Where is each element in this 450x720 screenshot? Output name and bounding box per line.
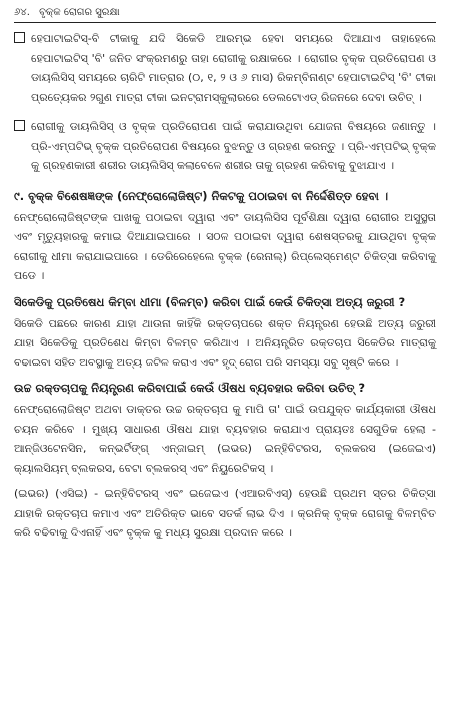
running-header [14, 6, 436, 23]
answer-paragraph: (ଇଭର) (ଏସିଇ) - ଇନ୍ହିବିଟରସ୍ ଏବଂ ଇଜେଇଏ (ଏଆରବିଏସ୍) ହେଉଛି ପ୍ରଥମ ସ୍ତର ଚିକିତ୍ସା ଯାହାକି ରକ୍ତଚାପ କମାଏ ଏବଂ ଅତିରିକ୍ତ ଭାବେ ସତର୍କ ଲାଭ ଦିଏ । କ୍ରନିକ୍ ବୃକ୍କ ରୋଗକୁ ବିଳମ୍ବିତ କରି ବଢିବାକୁ ଦିଏନାହିଁ ଏବଂ ବୃକ୍କ କୁ ମଧ୍ୟ ସୁରକ୍ଷା ପ୍ରଦାନ କରେ । [14, 487, 436, 539]
section-heading: ୯. ବୃକ୍କ ବିଶେଷଜ୍ଞଙ୍କ (ନେଫ୍ରୋଲୋଜିଷ୍ଟ) ନିକଟକୁ ପଠାଇବା ବା ନିର୍ଦ୍ଦେଶିତ୍ତ ହେବା । [14, 188, 389, 203]
bullet-text: ରୋଗୀକୁ ଡାୟଲିସିସ୍ ଓ ବୃକ୍କ ପ୍ରତିରୋପଣ ପାଇଁ କରାଯାଉଥିବା ଯୋଜନା ବିଷୟରେ ଜଣାନ୍ତୁ । ପ୍ରି-ଏମ୍ପଟିଭ୍ ବୃକ୍କ ପ୍ରତିରୋପଣ ବିଷୟରେ ବୁଝନ୍ତୁ ଓ ଗ୍ରହଣ କରନ୍ତୁ । ପ୍ରି-ଏମ୍ପଟିଭ୍ ବୃକ୍କ କୁ ଗ୍ରହଣକାରୀ ଶରୀର ଡାୟଲିସିସ୍ କଲାବେଳେ ଶରୀର ତାକୁ ଗ୍ରହଣ କରିବାକୁ ବୁଝାଯାଏ । [31, 120, 436, 172]
question-heading: ସିକେଡିକୁ ପ୍ରତିଷେଧ କିମ୍ବା ଧୀମା (ବିଳମ୍ବ) କରିବା ପାଇଁ କେଉଁ ଚିକିତ୍ସା ଅତ୍ୟ ଜରୁରୀ ? [14, 294, 406, 309]
bullet-item [14, 117, 436, 176]
bullet-text: ହେପାଟାଇଟିସ୍-ବି ଟୀକାକୁ ଯଦି ସିକେଡି ଆରମ୍ଭ ହେବା ସମୟରେ ଦିଆଯାଏ ତାହାହେଲେ ହେପାଟାଇଟିସ୍ 'ବି' ଜନିତ ସଂକ୍ରମଣରୁ ତାହା ରୋଗୀକୁ ରକ୍ଷାକରେ । ରୋଗୀର ବୃକ୍କ ପ୍ରତିରୋପଣ ଓ ଡାୟଲିସିସ୍ ସମୟରେ ଚାରିଟି ମାତ୍ରାର (୦, ୧, ୨ ଓ ୬ ମାସ) ରିକମ୍ବିନାଣ୍ଟ ହେପାଟାଇଟିସ୍ 'ବି' ଟୀକା ପ୍ରତ୍ୟେକର ୨ଗୁଣ ମାତ୍ରା ଟୀକା ଇନଟ୍ରାମସ୍କୁଲାରରେ ଡେଲଟୋଏଡ୍ ରିଜନରେ ଦେବା ଉଚିତ୍ । [31, 32, 436, 104]
running-title: ବୃକ୍କ ରୋଗର ସୁରକ୍ଷା [39, 7, 120, 18]
question-heading: ଉଚ୍ଚ ରକ୍ତଚାପକୁ ନିୟନ୍ତ୍ରଣ କରିବାପାଇଁ କେଉଁ ଔଷଧ ବ୍ୟବହାର କରିବା ଉଚିତ୍ ? [14, 381, 366, 395]
answer-paragraph: ସିକେଡି ପଛରେ କାରଣ ଯାହା ଥାଉନା କାହିଁକି ରକ୍ତଚାପରେ ଶକ୍ତ ନିୟନ୍ତ୍ରଣ ହେଉଛି ଅତ୍ୟ ଜରୁରୀ ଯାହା ସିକେଡିକୁ ପ୍ରତିଶେଧ କିମ୍ବା ବିଳମ୍ବ କରିଥାଏ । ଅନିୟନ୍ତ୍ରିତ ରକ୍ତଚାପ ସିକେଡିର ମାତ୍ରାକୁ ବଢାଇବା ସହିତ ଅବସ୍ଥାକୁ ଅତ୍ୟ ଜଟିଳ କରାଏ ଏବଂ ହୃଦ୍ ରୋଗ ପରି ସମସ୍ୟା ସବୁ ସୃଷ୍ଟି କରେ । [14, 316, 436, 369]
answer-paragraph: ନେଫ୍ରୋଲୋଜିଷ୍ଟ ଅଥବା ଡାକ୍ତର ଉଚ୍ଚ ରକ୍ତଚାପ କୁ ମାପି ତା' ପାଇଁ ଉପଯୁକ୍ତ କାର୍ଯ୍ୟକାରୀ ଔଷଧ ଚୟନ କରିବେ । ମୁଖ୍ୟ ସାଧାରଣ ଔଷଧ ଯାହା ବ୍ୟବହାର କରାଯାଏ ପ୍ରାୟତଃ ସେଗୁଡିକ ହେଲା - ଆନ୍ଜିଓଟେନସିନ, କନ୍ଭର୍ଟିଙ୍ଗ୍ ଏନ୍ଜାଇମ୍ (ଇଭର) ଇନ୍ହିବିଟରସ, ବ୍ଲକରସ (ଇଜେଇଏ) କ୍ୟାଲସିୟମ୍ ବ୍ଲକରସ, ବେଟା ବ୍ଲକରସ୍ ଏବଂ ନିୟୁରେଟିକସ୍ । [14, 403, 436, 475]
section-paragraph: ନେଫ୍ରୋଲୋଜିଷ୍ଟଙ୍କ ପାଖକୁ ପଠାଇବା ଦ୍ୱାରା ଏବଂ ଡାୟଲିସିସ ପୂର୍ବଶିକ୍ଷା ଦ୍ୱାରା ରୋଗୀର ଅସୁସ୍ଥତା ଏବଂ ମୃତ୍ୟୁହାରକୁ କମାଇ ଦିଆଯାଇପାରେ । ସଠଳ ପଠାଇବା ଦ୍ୱାରା ଶେଷସ୍ତରକୁ ଯାଉଥିବା ବୃକ୍କ ରୋଗୀକୁ ଧୀମା କରାଯାଇପାରେ । ଡେରିରେହେଲେ ବୃକ୍କ (ରେନାଲ୍) ରିପ୍ଲେସ୍ମେଣ୍ଟ ଚିକିତ୍ସା କରିବାକୁ ପଡେ । [14, 210, 436, 282]
checkbox-bullet-icon [14, 32, 25, 43]
page-number: ୬୪. [14, 7, 30, 18]
bullet-item [14, 29, 436, 107]
checkbox-bullet-icon [14, 120, 25, 131]
